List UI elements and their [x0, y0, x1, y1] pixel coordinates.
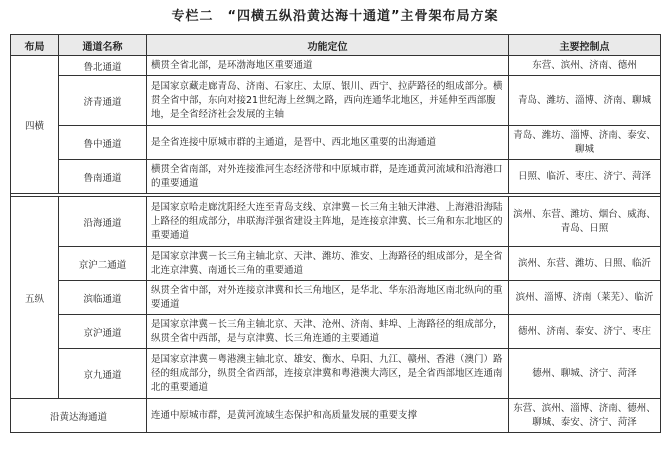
route-name: 济青通道 [59, 76, 147, 126]
group-label: 五纵 [11, 197, 59, 399]
route-function: 横贯全省北部，是环渤海地区重要通道 [147, 56, 509, 76]
route-name: 京沪通道 [59, 315, 147, 349]
header-function: 功能定位 [147, 35, 509, 56]
route-function: 纵贯全省中部，对外连接京津冀和长三角地区，是华北、华东沿海地区南北纵向的重要通道 [147, 281, 509, 315]
table-row [11, 247, 661, 281]
route-name: 鲁中通道 [59, 126, 147, 160]
control-points: 滨州、淄博、济南（莱芜）、临沂 [509, 281, 661, 315]
control-points: 德州、济南、泰安、济宁、枣庄 [509, 315, 661, 349]
table-row [11, 349, 661, 399]
control-points: 日照、临沂、枣庄、济宁、菏泽 [509, 160, 661, 194]
table-row [11, 56, 661, 76]
table-row [11, 197, 661, 247]
route-function: 是全省连接中原城市群的主通道，是晋中、西北地区重要的出海通道 [147, 126, 509, 160]
control-points: 东营、滨州、淄博、济南、德州、聊城、泰安、济宁、菏泽 [509, 399, 661, 433]
route-name: 京九通道 [59, 349, 147, 399]
control-points: 滨州、东营、潍坊、烟台、威海、青岛、日照 [509, 197, 661, 247]
header-route-name: 通道名称 [59, 35, 147, 56]
route-name: 鲁北通道 [59, 56, 147, 76]
route-function: 横贯全省南部，对外连接淮河生态经济带和中原城市群，是连通黄河流域和沿海港口的重要通道 [147, 160, 509, 194]
control-points: 青岛、潍坊、淄博、济南、泰安、聊城 [509, 126, 661, 160]
route-name: 沿海通道 [59, 197, 147, 247]
control-points: 东营、滨州、济南、德州 [509, 56, 661, 76]
route-name: 鲁南通道 [59, 160, 147, 194]
route-name: 京沪二通道 [59, 247, 147, 281]
table-row [11, 76, 661, 126]
route-name: 沿黄达海通道 [11, 399, 147, 433]
layout-table [10, 34, 661, 433]
route-name: 滨临通道 [59, 281, 147, 315]
route-function: 是国家京藏走廊青岛、济南、石家庄、太原、银川、西宁、拉萨路径的组成部分。横贯全省中部，东向对接21世纪海上丝绸之路，西向连通华北地区，并延伸至西部腹地，是全省经济社会发展的主轴 [147, 76, 509, 126]
header-row [11, 35, 661, 56]
route-function: 连通中原城市群，是黄河流域生态保护和高质量发展的重要支撑 [147, 399, 509, 433]
route-function: 是国家京津冀－粤港澳主轴北京、雄安、衡水、阜阳、九江、赣州、香港（澳门）路径的组成部分，纵贯全省西部，连接京津冀和粤港澳大湾区，是全省西部地区连通南北的重要通道 [147, 349, 509, 399]
table-row [11, 399, 661, 433]
control-points: 德州、聊城、济宁、菏泽 [509, 349, 661, 399]
table-row [11, 126, 661, 160]
route-function: 是国家京津冀－长三角主轴北京、天津、潍坊、淮安、上海路径的组成部分，是全省北连京津冀、南通长三角的重要通道 [147, 247, 509, 281]
route-function: 是国家京津冀－长三角主轴北京、天津、沧州、济南、蚌埠、上海路径的组成部分，纵贯全省中西部，是与京津冀、长三角连通的主要通道 [147, 315, 509, 349]
route-function: 是国家京哈走廊沈阳经大连至青岛支线、京津冀－长三角主轴天津港、上海港沿海陆上路径的组成部分，串联海洋强省建设主阵地，是连接京津冀、长三角和东北地区的重要通道 [147, 197, 509, 247]
header-control-points: 主要控制点 [509, 35, 661, 56]
table-row [11, 315, 661, 349]
control-points: 滨州、东营、潍坊、日照、临沂 [509, 247, 661, 281]
table-row [11, 160, 661, 194]
page-title: 专栏二 “四横五纵沿黄达海十通道”主骨架布局方案 [171, 9, 499, 24]
header-layout: 布局 [11, 35, 59, 56]
control-points: 青岛、潍坊、淄博、济南、聊城 [509, 76, 661, 126]
group-label: 四横 [11, 56, 59, 194]
table-row [11, 281, 661, 315]
